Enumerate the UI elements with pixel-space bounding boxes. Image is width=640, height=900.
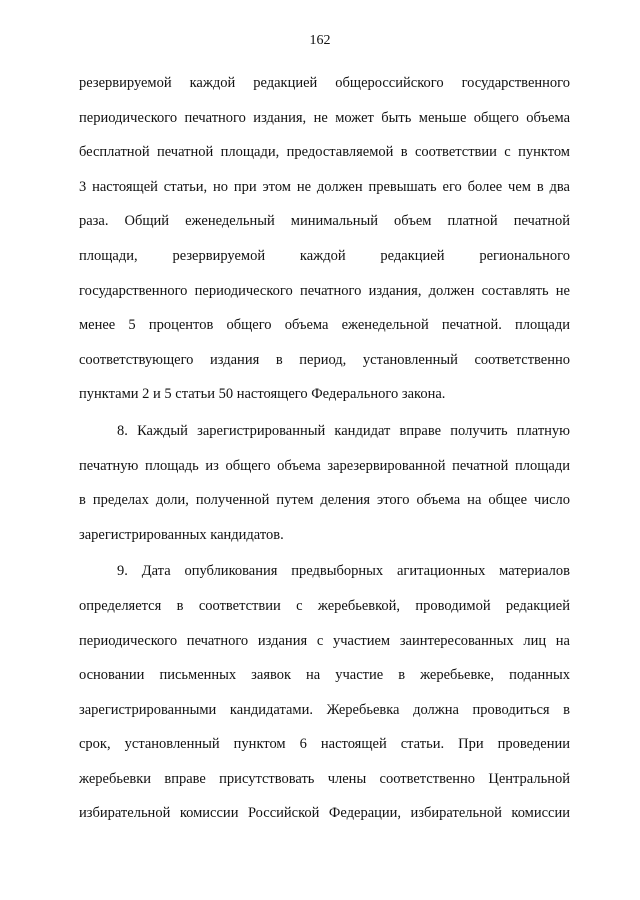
text-line: государственного периодического печатного издания, должен составлять не	[79, 282, 570, 299]
text-line: пунктами 2 и 5 статьи 50 настоящего Федерального закона.	[79, 386, 446, 403]
text-line: зарегистрированных кандидатов.	[79, 526, 284, 543]
text-line: соответствующего издания в период, установленный соответственно	[79, 351, 570, 368]
text-line: срок, установленный пунктом 6 настоящей статьи. При проведении	[79, 736, 570, 753]
text-line: жеребьевки вправе присутствовать члены соответственно Центральной	[79, 770, 570, 787]
paragraph-item-9	[79, 554, 570, 831]
text-line: 9. Дата опубликования предвыборных агитационных материалов	[117, 563, 570, 580]
text-line: периодического печатного издания, не может быть меньше общего объема	[79, 109, 570, 126]
paragraph-continuation	[79, 66, 570, 412]
text-line: 3 настоящей статьи, но при этом не должен превышать его более чем в два	[79, 178, 570, 195]
text-line: менее 5 процентов общего объема еженедельной печатной. площади	[79, 317, 570, 334]
document-body	[79, 66, 570, 831]
text-line: периодического печатного издания с участием заинтересованных лиц на	[79, 632, 570, 649]
text-line: резервируемой каждой редакцией общероссийского государственного	[79, 75, 570, 91]
text-line: бесплатной печатной площади, предоставляемой в соответствии с пунктом	[79, 144, 570, 161]
paragraph-item-8	[79, 414, 570, 552]
text-line: избирательной комиссии Российской Федерации, избирательной комиссии	[79, 805, 570, 822]
text-line: 8. Каждый зарегистрированный кандидат вправе получить платную	[117, 422, 570, 439]
text-line: в пределах доли, полученной путем деления этого объема на общее число	[79, 492, 570, 509]
text-line: определяется в соответствии с жеребьевкой, проводимой редакцией	[79, 597, 570, 614]
text-line: раза. Общий еженедельный минимальный объем платной печатной	[79, 213, 570, 230]
text-line: печатную площадь из общего объема зарезервированной печатной площади	[79, 457, 570, 474]
text-line: площади, резервируемой каждой редакцией регионального	[79, 247, 570, 264]
text-line: основании письменных заявок на участие в жеребьевке, поданных	[79, 667, 570, 684]
page-number: 162	[309, 33, 331, 48]
text-line: зарегистрированными кандидатами. Жеребьевка должна проводиться в	[79, 701, 570, 718]
